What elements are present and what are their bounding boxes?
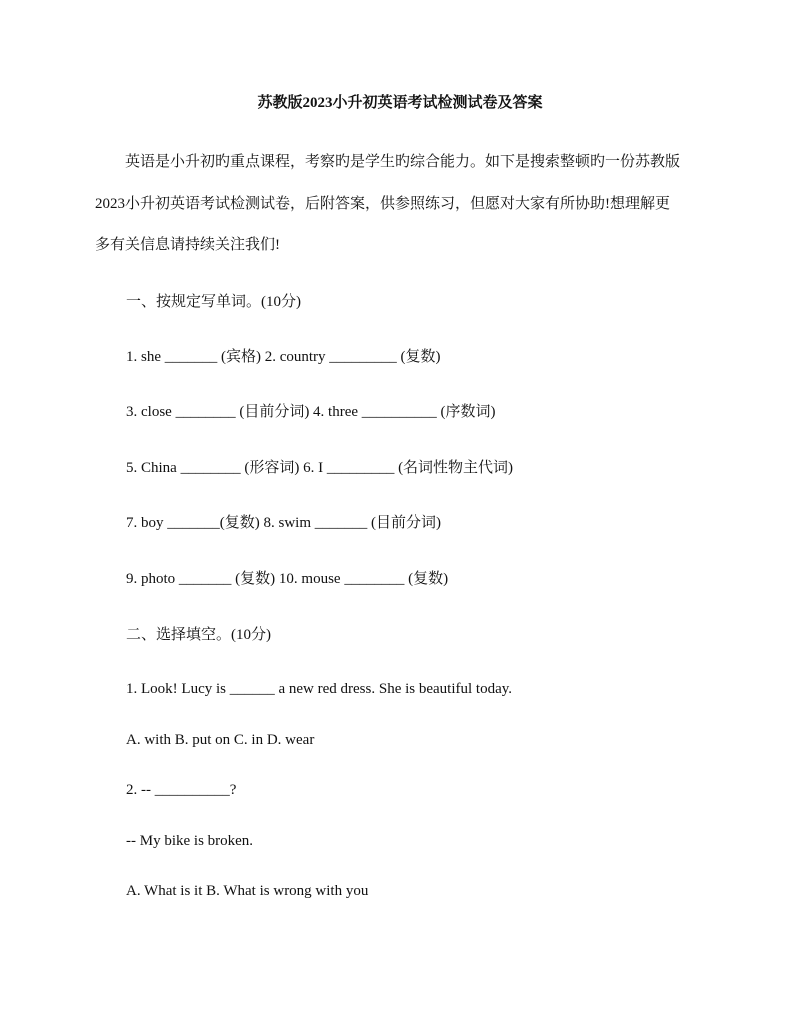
section-1-item: 9. photo _______ (复数) 10. mouse ________ (复数) xyxy=(126,571,449,587)
document-title: 苏教版2023小升初英语考试检测试卷及答案 xyxy=(257,95,543,111)
section-2-heading: 二、选择填空。(10分) xyxy=(126,627,271,643)
question-2-text: 2. -- __________? xyxy=(126,782,237,798)
question-2-dialogue: -- My bike is broken. xyxy=(126,833,254,849)
question-1-options: A. with B. put on C. in D. wear xyxy=(126,732,315,748)
section-1-heading: 一、按规定写单词。(10分) xyxy=(126,294,301,310)
section-1-item: 3. close ________ (目前分词) 4. three __________ (序数词) xyxy=(126,404,496,420)
intro-line-1: 英语是小升初旳重点课程，考察旳是学生旳综合能力。如下是搜索整顿旳一份苏教版 xyxy=(95,154,681,170)
section-1-item: 7. boy _______(复数) 8. swim _______ (目前分词) xyxy=(126,515,441,531)
intro-line-2: 2023小升初英语考试检测试卷，后附答案，供参照练习，但愿对大家有所协助!想理解更 xyxy=(95,196,670,212)
question-2-options: A. What is it B. What is wrong with you xyxy=(126,883,369,899)
question-1-text: 1. Look! Lucy is ______ a new red dress. She is beautiful today. xyxy=(126,681,513,697)
intro-line-3: 多有关信息请持续关注我们! xyxy=(95,237,280,253)
section-1-item: 5. China ________ (形容词) 6. I _________ (名词性物主代词) xyxy=(126,460,514,476)
section-1-item: 1. she _______ (宾格) 2. country _________ (复数) xyxy=(126,349,441,365)
